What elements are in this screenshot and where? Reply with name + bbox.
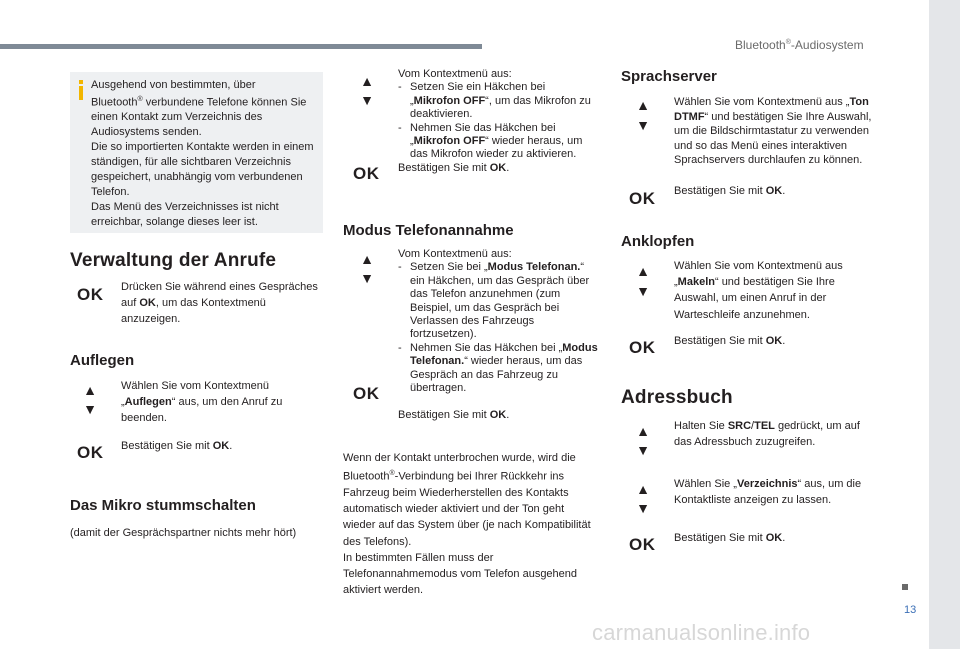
mic-instructions: Vom Kontextmenü aus: - Setzen Sie ein Häkchen bei „Mikrofon OFF“, um das Mikrofon zu deaktivieren. - Nehmen Sie das Häkchen bei „Mikrofon OFF“ wieder heraus, um das Mikrofon wieder zu aktivieren. <box>398 68 598 162</box>
hangup-confirm: Bestätigen Sie mit OK. <box>121 440 233 452</box>
ok-button-icon: OK <box>353 384 380 403</box>
knock-confirm: Bestätigen Sie mit OK. <box>674 335 786 347</box>
calls-text: Drücken Sie während eines Gespräches auf OK, um das Kontextmenü anzuzeigen. <box>121 281 318 326</box>
voice-heading: Sprachserver <box>621 68 717 85</box>
page-number: 13 <box>904 604 917 616</box>
directory-text: Wählen Sie „Verzeichnis“ aus, um die Kontaktliste anzeigen zu lassen. <box>674 478 862 507</box>
arrow-up-icon: ▲ <box>636 423 650 439</box>
mode-confirm: Bestätigen Sie mit OK. <box>398 409 510 421</box>
voice-text: Wählen Sie vom Kontextmenü aus „Ton DTMF“ und bestätigen Sie Ihre Auswahl, um die Bildschirmtastatur zu verwenden und so das Menü eines interaktiven Sprachservers durchlaufen zu können. <box>674 96 872 166</box>
info-icon <box>76 80 86 100</box>
arrow-up-icon: ▲ <box>636 263 650 279</box>
arrow-up-icon: ▲ <box>83 382 97 398</box>
hangup-heading: Auflegen <box>70 352 135 369</box>
addressbook-heading: Adressbuch <box>621 387 733 408</box>
end-marker <box>902 584 908 590</box>
knock-text: Wählen Sie vom Kontextmenü aus „Makeln“ und bestätigen Sie Ihre Auswahl, um einen Anruf in der Warteschleife anzunehmen. <box>674 260 843 321</box>
addressbook-text: Halten Sie SRC/TEL gedrückt, um auf das Adressbuch zuzugreifen. <box>674 420 860 449</box>
ok-button-icon: OK <box>77 443 104 462</box>
mute-text: (damit der Gesprächspartner nichts mehr hört) <box>70 527 297 539</box>
arrow-down-icon: ▼ <box>636 283 650 299</box>
mute-heading: Das Mikro stummschalten <box>70 497 256 514</box>
hangup-text: Wählen Sie vom Kontextmenü „Auflegen“ aus, um den Anruf zu beenden. <box>121 380 283 425</box>
arrow-up-icon: ▲ <box>360 251 374 267</box>
arrow-down-icon: ▼ <box>636 117 650 133</box>
arrow-down-icon: ▼ <box>360 92 374 108</box>
arrow-up-icon: ▲ <box>360 73 374 89</box>
side-strip <box>929 0 960 649</box>
arrow-down-icon: ▼ <box>636 500 650 516</box>
mode-instructions: Vom Kontextmenü aus: - Setzen Sie bei „Modus Telefonan.“ ein Häkchen, um das Gespräch über das Telefon anzunehmen (zum Beispiel, um das Gespräch bei Verlassen des Fahrzeugs fortzusetzen). - Nehmen Sie das Häkchen bei „Modus Telefonan.“ wieder heraus, um das Gespräch an das Fahrzeug zu übertragen. <box>398 248 598 395</box>
info-text: Ausgehend von bestimmten, über Bluetooth® verbundene Telefone können Sie einen Kontakt zum Verzeichnis des Audiosystems senden. Die so importierten Kontakte werden in einem ständigen, für alle sichtbaren Verzeichnis gespeichert, unabhängig vom verbundenen Telefon. Das Menü des Verzeichnisses ist nicht erreichbar, solange dieses leer ist. <box>91 79 314 228</box>
ok-button-icon: OK <box>353 164 380 183</box>
arrow-down-icon: ▼ <box>636 442 650 458</box>
knock-heading: Anklopfen <box>621 233 695 250</box>
mode-heading: Modus Telefonannahme <box>343 222 514 239</box>
ok-button-icon: OK <box>629 535 656 554</box>
arrow-up-icon: ▲ <box>636 481 650 497</box>
header-accent-bar <box>0 44 482 49</box>
ok-button-icon: OK <box>629 338 656 357</box>
reconnect-paragraph: Wenn der Kontakt unterbrochen wurde, wird die Bluetooth®-Verbindung bei Ihrer Rückkehr ins Fahrzeug beim Wiederherstellen des Kontakts automatisch wieder aktiviert und der Ton geht wieder auf das System über (je nach Kompatibilität des Telefons). In bestimmten Fällen muss der Telefonannahmemodus vom Telefon ausgehend aktiviert werden. <box>343 452 591 597</box>
voice-confirm: Bestätigen Sie mit OK. <box>674 185 786 197</box>
watermark: carmanualsonline.info <box>592 620 811 645</box>
mic-confirm: Bestätigen Sie mit OK. <box>398 162 510 174</box>
addressbook-confirm: Bestätigen Sie mit OK. <box>674 532 786 544</box>
calls-heading: Verwaltung der Anrufe <box>70 250 277 271</box>
arrow-up-icon: ▲ <box>636 97 650 113</box>
arrow-down-icon: ▼ <box>360 270 374 286</box>
ok-button-icon: OK <box>77 285 104 304</box>
running-header: Bluetooth®-Audiosystem <box>735 38 864 52</box>
ok-button-icon: OK <box>629 189 656 208</box>
arrow-down-icon: ▼ <box>83 401 97 417</box>
